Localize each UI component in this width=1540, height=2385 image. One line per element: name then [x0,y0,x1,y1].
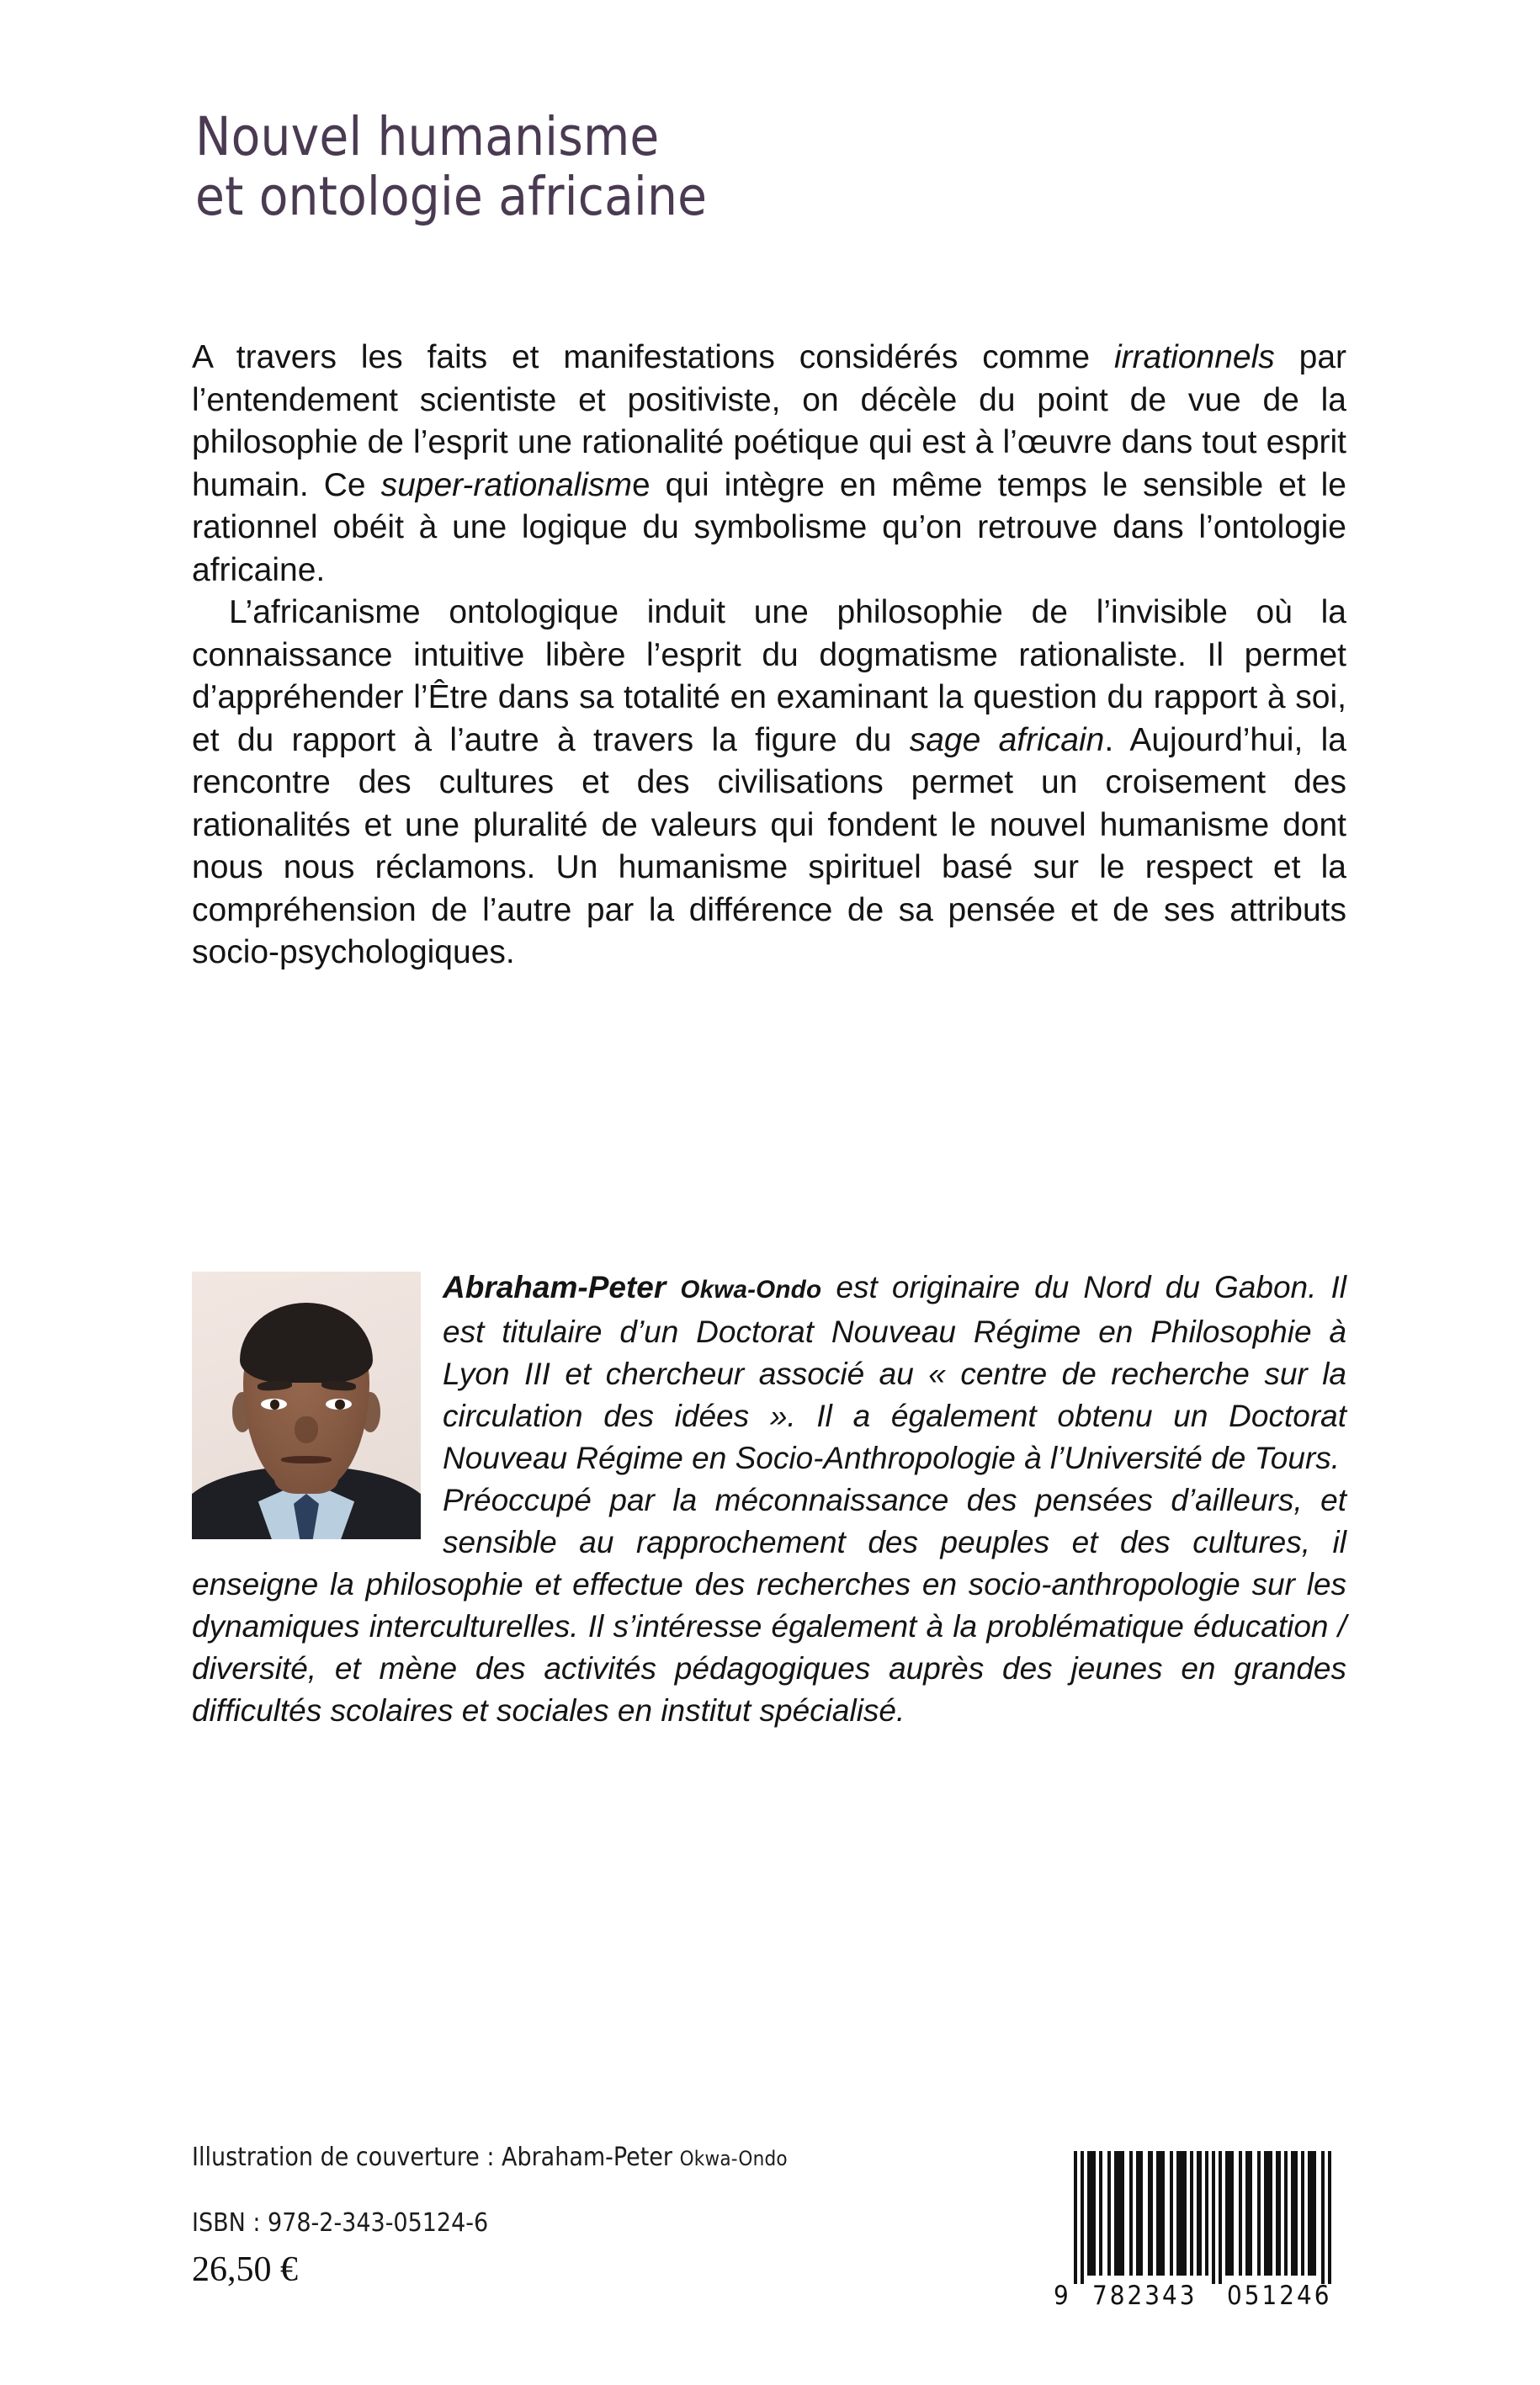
blurb-paragraph-2 [192,592,1346,975]
title-line-1: Nouvel humanisme [195,106,660,167]
blurb-p1-italic2: super-rationalism [380,466,632,503]
blurb-text [192,337,1346,975]
cover-credit-name: Okwa-Ondo [679,2147,788,2170]
blurb-p2-part1: L’africanisme ontologique induit une philosophie de l’invisible où la connaissance intuitive libère l’esprit du dogmatisme rationaliste. Il permet d’appréhender l’Être dans sa totalité en examinant la question du rapport à soi, et du rapport à l’autre à travers la figure du [192,594,1346,758]
price-text: 26,50 € [192,2250,298,2289]
blurb-p1-part1: A travers les faits et manifestations considérés comme [192,339,1114,375]
page-title [195,108,1373,226]
barcode-digit-left: 9 [1054,2281,1071,2311]
isbn-text: ISBN : 978-2-343-05124-6 [192,2208,489,2238]
barcode-digits-group-1: 782343 [1092,2281,1197,2311]
barcode-digits-group-2: 051246 [1227,2281,1332,2311]
cover-credit-prefix: Illustration de couverture : Abraham-Peter [192,2143,680,2172]
blurb-p2-part2: . Aujourd’hui, la rencontre des cultures et des civilisations permet un croisement des rationalités et une pluralité de valeurs qui fondent le nouvel humanisme dont nous nous réclamons. Un humanisme spirituel basé sur le respect et la compréhension de l’autre par la différence de sa pensée et de ses attributs socio-psychologiques. [192,721,1346,970]
author-bio-part-1: est originaire du Nord du Gabon. Il est titulaire d’un Doctorat Nouveau Régime en Philosophie à Lyon III et chercheur associé au « centre de recherche sur la circulation des idées ». Il a également obtenu un Doctorat Nouveau Régime en Socio-Anthropologie à l’Université de Tours. [443,1270,1346,1475]
title-line-2: et ontologie africaine [195,165,708,227]
blurb-p1-italic1: irrationnels [1113,339,1275,375]
blurb-p2-italic1: sage africain [909,721,1105,758]
portrait-mouth [281,1456,332,1463]
barcode-svg [1052,2144,1345,2311]
barcode-bars [1074,2151,1331,2284]
barcode [1052,2144,1345,2311]
blurb-paragraph-1 [192,337,1346,592]
author-bio [192,1267,1346,1732]
portrait-nose [295,1416,317,1443]
author-photo [192,1272,421,1539]
blurb-p1-part2: par l’entendement scientiste et positiviste, on décèle du point de vue de la philosophie de l’esprit une rationalité poétique qui est à l’œuvre dans tout esprit humain. Ce [192,339,1347,503]
author-bio-part-2: Préoccupé par la méconnaissance des pensées d’ailleurs, et sensible au rapprochement des peuples et des cultures, il enseigne la philosophie et effectue des recherches en socio-anthropologie sur les dynamiques interculturelles. Il s’intéresse également à la problématique éducation / diversité, et mène des activités pédagogiques auprès des jeunes en grandes difficultés scolaires et sociales en institut spécialisé. [192,1483,1346,1728]
author-name-first: Abraham-Peter [443,1270,681,1304]
blurb-p1-part3: e qui intègre en même temps le sensible et le rationnel obéit à une logique du symbolisme qu’on retrouve dans l’ontologie africaine. [192,466,1346,588]
author-name-last: Okwa-Ondo [680,1276,822,1304]
